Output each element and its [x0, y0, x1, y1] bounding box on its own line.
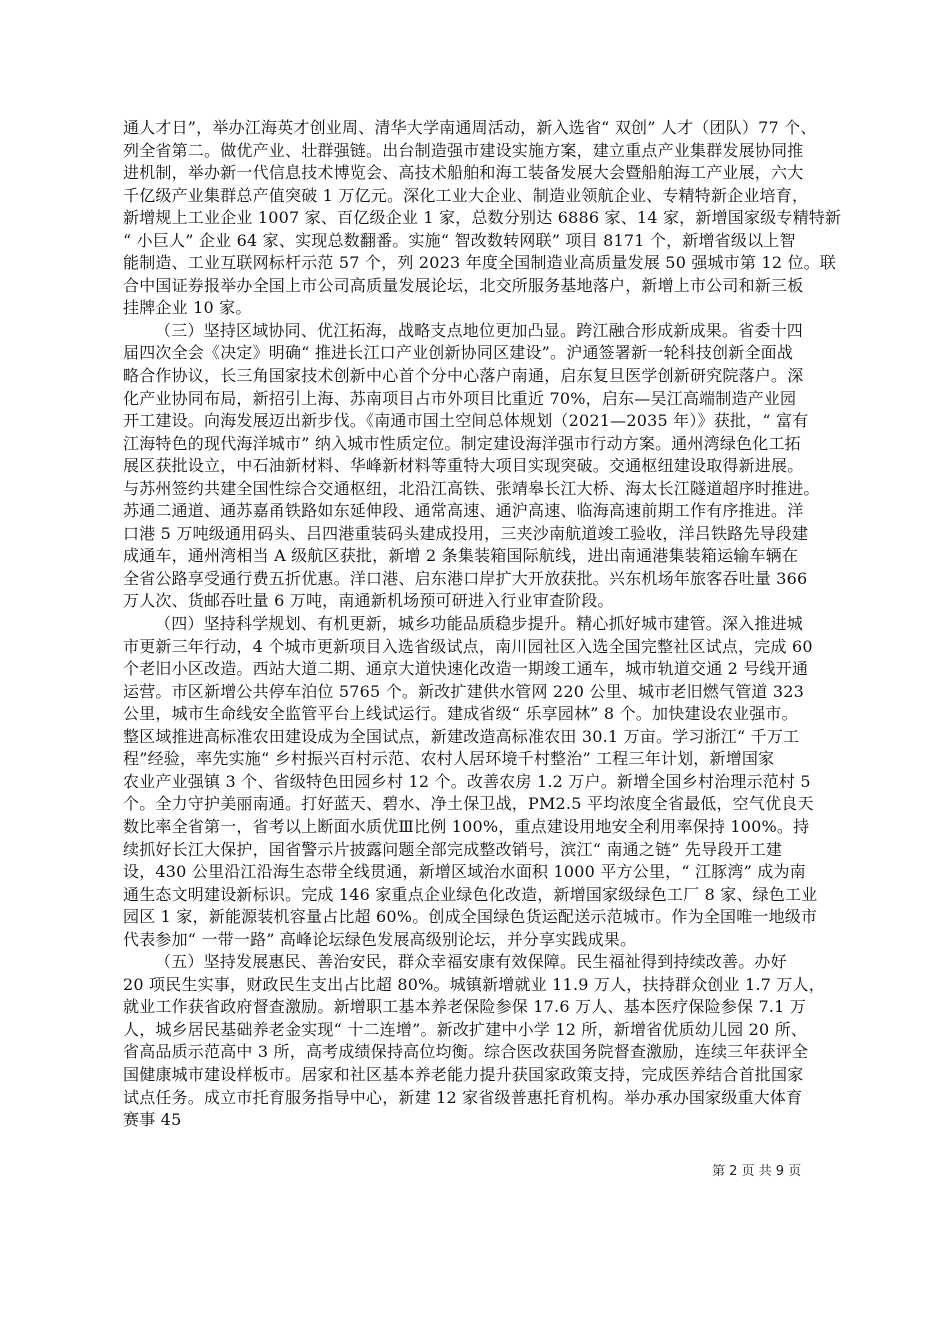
text-line: 续抓好长江大保护，国省警示片披露问题全部完成整改销号，滨江“ 南通之链” 先导段开工建 [123, 839, 783, 859]
text-line: 程”经验，率先实施“ 乡村振兴百村示范、农村人居环境千村整治” 工程三年计划，新增国家 [123, 749, 775, 769]
text-line: 千亿级产业集群总产值突破 1 万亿元。深化工业大企业、制造业领航企业、专精特新企业培育， [123, 185, 809, 205]
paragraph-heading-3: （三）坚持区域协同、优江拓海，战略支点地位更加凸显。跨江融合形成新成果。省委十四 [155, 320, 804, 340]
text-line: 江海特色的现代海洋城市” 纳入城市性质定位。制定建设海洋强市行动方案。通州湾绿色化工拓 [123, 433, 801, 453]
text-line: 整区域推进高标准农田建设成为全国试点，新建改造高标准农田 30.1 万亩。学习浙江“ 千万工 [123, 726, 800, 746]
text-line: 万人次、货邮吞吐量 6 万吨，南通新机场预可研进入行业审查阶段。 [123, 591, 614, 611]
text-line: 能制造、工业互联网标杆示范 57 个，列 2023 年度全国制造业高质量发展 50 强城市第 12 位。联 [123, 253, 837, 273]
text-line: 口港 5 万吨级通用码头、吕四港重装码头建成投用，三夹沙南航道竣工验收，洋吕铁路先导段建 [123, 523, 809, 543]
text-line: 个。全力守护美丽南通。打好蓝天、碧水、净土保卫战，PM2.5 平均浓度全省最低，空气优良天 [123, 794, 814, 814]
text-line: 成通车，通州湾相当 A 级航区获批，新增 2 条集装箱国际航线，进出南通港集装箱运输车辆在 [123, 546, 799, 566]
text-line: “ 小巨人” 企业 64 家、实现总数翻番。实施“ 智改数转网联” 项目 8171 个，新增省级以上智 [123, 230, 796, 250]
text-line: 试点任务。成立市托育服务指导中心，新建 12 家省级普惠托育机构。举办承办国家级重大体育 [123, 1087, 803, 1107]
text-line: 略合作协议，长三角国家技术创新中心首个分中心落户南通，启东复旦医学创新研究院落户。深 [123, 366, 804, 386]
text-line: 农业产业强镇 3 个、省级特色田园乡村 12 个。改善农房 1.2 万户。新增全国乡村治理示范村 5 [123, 771, 811, 791]
text-line: 个老旧小区改造。西站大道二期、通京大道快速化改造一期竣工通车，城市轨道交通 2 号线开通 [123, 659, 809, 679]
text-line: 进机制，举办新一代信息技术博览会、高技术船舶和海工装备发展大会暨船舶海工产业展，六大 [123, 163, 804, 183]
text-line: 新增规上工业企业 1007 家、百亿级企业 1 家，总数分别达 6886 家、14 家，新增国家级专精特新 [123, 208, 842, 228]
text-line: 园区 1 家，新能源装机容量占比超 60%。创成全国绿色货运配送示范城市。作为全国唯一地级市 [123, 907, 818, 927]
text-line: 代表参加“ 一带一路” 高峰论坛绿色发展高级别论坛，并分享实践成果。 [123, 929, 637, 949]
text-line: 届四次全会《决定》明确“ 推进长江口产业创新协同区建设”。沪通签署新一轮科技创新全面战 [123, 343, 794, 363]
text-line: 就业工作获省政府督查激励。新增职工基本养老保险参保 17.6 万人、基本医疗保险参保 7.1 万 [123, 997, 807, 1017]
text-line: 挂牌企业 10 家。 [123, 298, 252, 318]
text-line: 市更新三年行动，4 个城市更新项目入选省级试点，南川园社区入选全国完整社区试点，完成 60 [123, 636, 813, 656]
page-number-footer: 第 2 页 共 9 页 [712, 1164, 802, 1179]
text-line: 化产业协同布局，新招引上海、苏南项目占市外项目比重近 70%，启东—吴江高端制造产业园 [123, 388, 797, 408]
text-line: 人，城乡居民基础养老金实现“ 十二连增”。新改扩建中小学 12 所，新增省优质幼儿园 20 所、 [123, 1019, 808, 1039]
text-line: 合中国证券报举办全国上市公司高质量发展论坛，北交所服务基地落户，新增上市公司和新三板 [123, 275, 804, 295]
text-line: 公里，城市生命线安全监管平台上线试运行。建成省级“ 乐享园林” 8 个。加快建设农业强市。 [123, 704, 798, 724]
text-line: 展区获批设立，中石油新材料、华峰新材料等重特大项目实现突破。交通枢纽建设取得新进展。 [123, 456, 804, 476]
text-line: 设，430 公里沿江沿海生态带全线贯通，新增区域治水面积 1000 平方公里，“ 江豚湾” 成为南 [123, 862, 806, 882]
text-line: 苏通二通道、通苏嘉甬铁路如东延伸段、通常高速、通沪高速、临海高速前期工作有序推进。洋 [123, 501, 804, 521]
document-body [123, 117, 842, 1132]
text-line: 通人才日”，举办江海英才创业周、清华大学南通周活动，新入选省“ 双创” 人才（团队）77 个、 [123, 118, 817, 137]
paragraph-heading-5: （五）坚持发展惠民、善治安民，群众幸福安康有效保障。民生福祉得到持续改善。办好 [155, 952, 787, 972]
text-line: 开工建设。向海发展迈出新步伐。《南通市国土空间总体规划（2021—2035 年）》获批，“ 富有 [123, 411, 809, 431]
text-line: 赛事 45 [123, 1110, 182, 1130]
text-line: 数比率全省第一，省考以上断面水质优Ⅲ比例 100%，重点建设用地安全利用率保持 100%。持 [123, 816, 810, 836]
text-line: 省高品质示范高中 3 所，高考成绩保持高位均衡。综合医改获国务院督查激励，连续三年获评全 [123, 1042, 809, 1062]
text-line: 列全省第二。做优产业、壮群强链。出台制造强市建设实施方案，建立重点产业集群发展协同推 [123, 140, 804, 160]
text-line: 与苏州签约共建全国性综合交通枢纽，北沿江高铁、张靖皋长江大桥、海太长江隧道超序时推进。 [123, 478, 820, 498]
text-line: 运营。市区新增公共停车泊位 5765 个。新改扩建供水管网 220 公里、城市老旧燃气管道 323 [123, 681, 805, 701]
text-line: 通生态文明建设新标识。完成 146 家重点企业绿色化改造，新增国家级绿色工厂 8 家、绿色工业 [123, 884, 818, 904]
text-line: 国健康城市建设样板市。居家和社区基本养老能力提升获国家政策支持，完成医养结合首批国家 [123, 1064, 804, 1084]
text-line: 20 项民生实事，财政民生支出占比超 80%。城镇新增就业 11.9 万人，扶持群众创业 1.7 万人， [123, 974, 825, 994]
paragraph-heading-4: （四）坚持科学规划、有机更新，城乡功能品质稳步提升。精心抓好城市建管。深入推进城 [155, 614, 804, 634]
text-line: 全省公路享受通行费五折优惠。洋口港、启东港口岸扩大开放获批。兴东机场年旅客吞吐量 366 [123, 568, 808, 588]
